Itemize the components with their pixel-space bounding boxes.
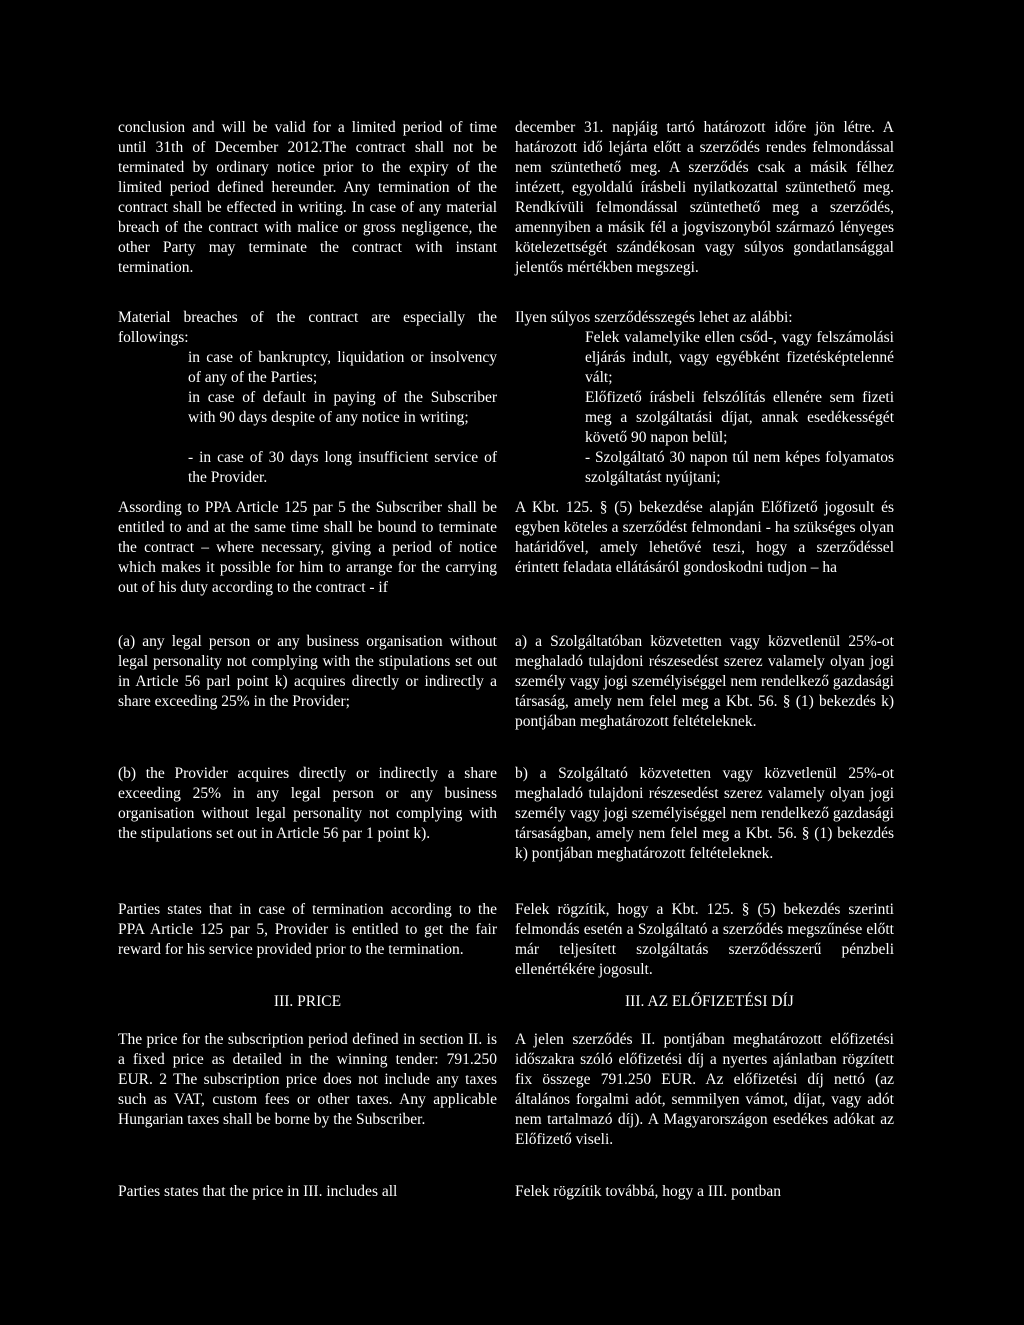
fair-reward-paragraph-hu: Felek rögzítik, hogy a Kbt. 125. § (5) bekezdés szerinti felmondás esetén a Szolgáltató a szerződés megszűnése előtt már teljesített szolgáltatás szerződésszerű pénzbeli ellenértékére jogosult. (515, 901, 894, 978)
termination-paragraph: conclusion and will be valid for a limited period of time until 31th of December 2012.The contract shall not be terminated by ordinary notice prior to the expiry of the limited period defined hereunder. Any termination of the contract shall be effected in writing. In case of any material breach of the contract with malice or gross negligence, the other Party may terminate the contract with instant termination. (118, 119, 497, 276)
breach-item-payment-default-hu: Előfizető írásbeli felszólítás ellenére sem fizeti meg a szolgáltatási díjat, annak esedékességét követő 90 napon belül; (585, 389, 894, 446)
clause-a-paragraph: (a) any legal person or any business organisation without legal personality not complying with the stipulations set out in Article 56 parl point k) acquires directly or indirectly a share exceeding 25% in the Provider; (118, 633, 497, 710)
price-paragraph-hu: A jelen szerződés II. pontjában meghatározott előfizetési időszakra szóló előfizetési díj a nyertes ajánlatban rögzített fix összege 791.250 EUR. Az előfizetési díj nettó (az általános forgalmi adót, semmilyen vámot, díjat, vagy adót nem tartalmazó díj). A Magyarországon esedékes adókat az Előfizető viseli. (515, 1031, 894, 1148)
price-paragraph: The price for the subscription period defined in section II. is a fixed price as detailed in the winning tender: 791.250 EUR. 2 The subscription price does not include any taxes such as VAT, custom fees or other taxes. Any applicable Hungarian taxes shall be borne by the Subscriber. (118, 1031, 497, 1128)
breach-item-insufficient-service-hu: - Szolgáltató 30 napon túl nem képes folyamatos szolgáltatást nyújtani; (585, 449, 894, 486)
ppa-article-paragraph: Assording to PPA Article 125 par 5 the Subscriber shall be entitled to and at the same time shall be bound to terminate the contract – where necessary, giving a period of notice which makes it possible for him to arrange for the carrying out of his duty according to the contract - if (118, 499, 497, 596)
termination-paragraph-hu: december 31. napjáig tartó határozott időre jön létre. A határozott idő lejárta előtt a szerződés rendes felmondással nem szüntethető meg. A szerződés csak a másik félhez intézett, egyoldalú írásbeli nyilatkozattal szüntethető meg. Rendkívüli felmondással szüntethető meg a szerződés, amennyiben a másik fél a jogviszonyból származó lényeges kötelezettségét szándékosan vagy súlyos gondatlansággal jelentős mértékben megszegi. (515, 119, 894, 276)
clause-a-paragraph-hu: a) a Szolgáltatóban közvetetten vagy közvetlenül 25%-ot meghaladó tulajdoni részesedést szerez valamely olyan jogi személy vagy jogi személyiséggel nem rendelkező gazdasági társaság, amely nem felel meg a Kbt. 56. § (1) bekezdés k) pontjában meghatározott feltételeknek. (515, 633, 894, 730)
material-breach-intro-hu: Ilyen súlyos szerződésszegés lehet az alábbi: (515, 309, 793, 326)
breach-item-bankruptcy-hu: Felek valamelyike ellen csőd-, vagy felszámolási eljárás indult, vagy egyébként fizetésképtelenné vált; (585, 329, 894, 386)
section-heading-price: III. PRICE (273, 993, 342, 1010)
breach-item-insufficient-service: - in case of 30 days long insufficient service of the Provider. (188, 449, 497, 486)
price-includes-paragraph-hu: Felek rögzítik továbbá, hogy a III. pontban (515, 1183, 782, 1200)
fair-reward-paragraph: Parties states that in case of termination according to the PPA Article 125 par 5, Provider is entitled to get the fair reward for his service provided prior to the termination. (118, 901, 497, 958)
breach-item-bankruptcy: in case of bankruptcy, liquidation or insolvency of any of the Parties; (188, 349, 497, 386)
material-breach-intro: Material breaches of the contract are especially the followings: (118, 309, 497, 346)
ppa-article-paragraph-hu: A Kbt. 125. § (5) bekezdése alapján Előfizető jogosult és egyben köteles a szerződést felmondani - ha szükséges olyan határidővel, amely lehetővé teszi, hogy a szerződéssel érintett feladata ellátásáról gondoskodni tudjon – ha (515, 499, 894, 576)
clause-b-paragraph-hu: b) a Szolgáltató közvetetten vagy közvetlenül 25%-ot meghaladó tulajdoni részesedést szerez valamely olyan jogi személy vagy jogi személyiséggel nem rendelkező gazdasági társaságban, amely nem felel meg a Kbt. 56. § (1) bekezdés k) pontjában meghatározott feltételeknek. (515, 765, 894, 862)
section-heading-price-hu: III. AZ ELŐFIZETÉSI DÍJ (625, 993, 794, 1010)
clause-b-paragraph: (b) the Provider acquires directly or indirectly a share exceeding 25% in any legal person or any business organisation without legal personality not complying with the stipulations set out in Article 56 par 1 point k). (118, 765, 497, 842)
breach-item-payment-default: in case of default in paying of the Subscriber with 90 days despite of any notice in writing; (188, 389, 497, 426)
price-includes-paragraph: Parties states that the price in III. includes all (118, 1183, 398, 1200)
